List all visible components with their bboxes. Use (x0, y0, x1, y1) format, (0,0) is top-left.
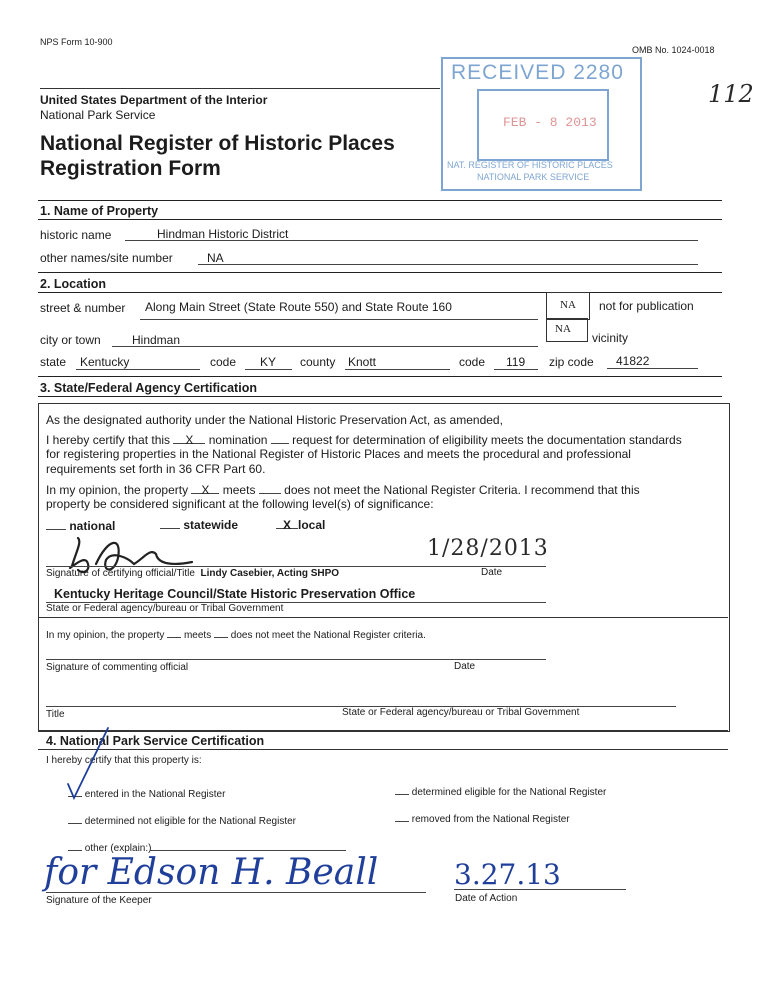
state-code-value: KY (260, 355, 277, 369)
certifying-date: 1/28/2013 (427, 536, 549, 561)
state-value: Kentucky (80, 355, 130, 369)
not-for-publication-label: not for publication (599, 299, 694, 313)
page-subtitle: Registration Form (40, 157, 221, 180)
state-label: state (40, 355, 67, 369)
opinion-c: does not meet the National Register Criteria. I recommend that this (284, 483, 640, 497)
commenting-signature-label: Signature of commenting official (46, 662, 189, 673)
option-determined-eligible: determined eligible for the National Register (395, 784, 606, 798)
date-label: Date (481, 567, 503, 578)
signer-name: Lindy Casebier, Acting SHPO (200, 568, 340, 579)
received-stamp (441, 57, 642, 191)
level-local: X local (276, 518, 325, 532)
department: United States Department of the Interior (40, 93, 268, 107)
keeper-label: Signature of the Keeper (46, 895, 152, 906)
not-for-publication-box: NA (546, 292, 590, 320)
historic-name-label: historic name (40, 228, 112, 242)
opinion-line1 (46, 483, 640, 497)
action-date-label: Date of Action (455, 893, 518, 904)
city-value: Hindman (132, 333, 181, 347)
service: National Park Service (40, 108, 156, 122)
other-names-label: other names/site number (40, 251, 173, 265)
omb-number: OMB No. 1024-0018 (632, 45, 715, 55)
street-label: street & number (40, 301, 126, 315)
option-removed: removed from the National Register (395, 811, 570, 825)
certify-line3: requirements set forth in 36 CFR Part 60. (46, 462, 266, 476)
keeper-signature: for Edson H. Beall (44, 852, 379, 893)
comment-opinion: In my opinion, the property meets does not meet the National Register criteria. (46, 627, 426, 641)
certify-mark: X (173, 433, 205, 444)
form-number: NPS Form 10-900 (40, 37, 113, 47)
opinion-line2: property be considered significant at the following level(s) of significance: (46, 497, 434, 511)
zip-value: 41822 (616, 354, 650, 368)
vicinity-label: vicinity (592, 331, 629, 345)
certify-c: request for determination of eligibility meets the documentation standards (292, 433, 682, 447)
section1-heading: 1. Name of Property (40, 204, 159, 218)
street-value: Along Main Street (State Route 550) and State Route 160 (145, 300, 452, 314)
page-note: 112 (708, 80, 754, 108)
opinion-mark: X (191, 483, 219, 494)
opinion-b: meets (222, 483, 256, 497)
option-determined-not-eligible: determined not eligible for the National Register (68, 813, 296, 827)
action-date: 3.27.13 (454, 858, 561, 891)
title-label: Title (46, 709, 65, 720)
authority-text: As the designated authority under the National Historic Preservation Act, as amended, (46, 413, 503, 427)
certify-a: I hereby certify that this (46, 433, 171, 447)
zip-label: zip code (549, 355, 594, 369)
county-code-label: code (459, 355, 486, 369)
stamp-date: FEB - 8 2013 (503, 115, 597, 130)
historic-name-value: Hindman Historic District (157, 227, 289, 241)
agency-label: State or Federal agency/bureau or Tribal Government (46, 603, 284, 614)
check-mark (60, 724, 120, 808)
county-label: county (300, 355, 336, 369)
city-label: city or town (40, 333, 101, 347)
level-national: national (46, 519, 115, 533)
section4-heading: 4. National Park Service Certification (46, 734, 265, 748)
certify-line1 (46, 433, 682, 447)
option-entered: entered in the National Register (68, 786, 225, 800)
stamp-received: RECEIVED 2280 (451, 61, 624, 84)
page-title: National Register of Historic Places (40, 132, 395, 155)
opinion-a: In my opinion, the property (46, 483, 189, 497)
other-names-value: NA (207, 251, 224, 265)
certify-line2: for registering properties in the National Register of Historic Places and meets the procedural and professional (46, 447, 631, 461)
option-other: other (explain:) (68, 840, 151, 854)
level-statewide: statewide (160, 518, 238, 532)
stamp-line2: NATIONAL PARK SERVICE (477, 172, 590, 182)
agency-label-2: State or Federal agency/bureau or Tribal Government (342, 707, 580, 718)
agency-name: Kentucky Heritage Council/State Historic Preservation Office (54, 587, 416, 601)
county-code-value: 119 (506, 355, 526, 369)
vicinity-box: NA (546, 318, 588, 342)
commenting-date-label: Date (454, 661, 476, 672)
section2-heading: 2. Location (40, 277, 106, 291)
state-code-label: code (210, 355, 237, 369)
stamp-line1: NAT. REGISTER OF HISTORIC PLACES (447, 160, 613, 170)
nps-certify-text: I hereby certify that this property is: (46, 755, 202, 766)
county-value: Knott (348, 355, 377, 369)
certify-b: nomination (208, 433, 268, 447)
section3-heading: 3. State/Federal Agency Certification (40, 381, 257, 395)
signature-label: Signature of certifying official/Title Lindy Casebier, Acting SHPO (46, 568, 340, 579)
